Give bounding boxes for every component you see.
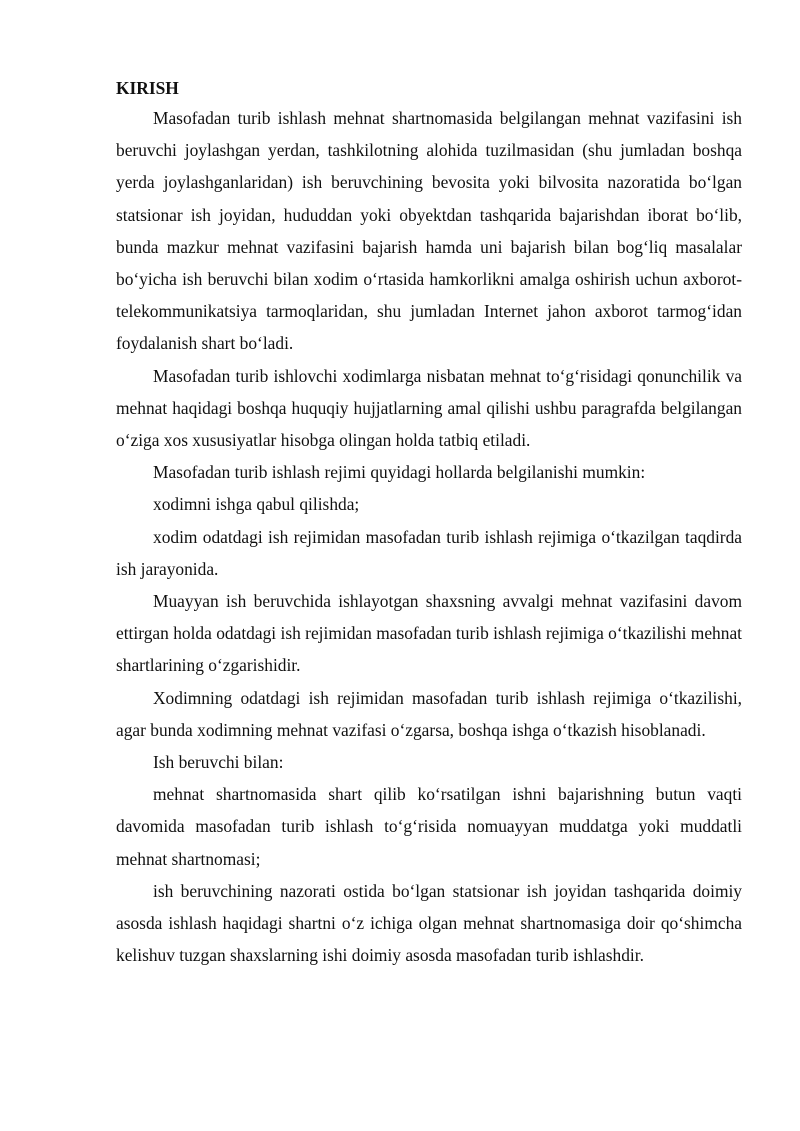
document-page xyxy=(116,74,742,971)
paragraph-employer-intro: Ish beruvchi bilan: xyxy=(153,752,284,773)
paragraph-conditions-change: Muayyan ish beruvchida ishlayotgan shaxsning avvalgi mehnat vazifasini davom ettirgan holda odatdagi ish rejimidan masofadan turib ishlash rejimiga o‘tkazilishi mehnat shartlarining o‘zgarishidir. xyxy=(116,591,742,676)
paragraph-case-transfer: xodim odatdagi ish rejimidan masofadan turib ishlash rejimiga o‘tkazilgan taqdirda ish jarayonida. xyxy=(116,526,742,579)
paragraph-case-hiring: xodimni ishga qabul qilishda; xyxy=(153,494,360,515)
paragraph-other-work: Xodimning odatdagi ish rejimidan masofadan turib ishlash rejimiga o‘tkazilishi, agar bunda xodimning mehnat vazifasi o‘zgarsa, boshqa ishga o‘tkazish hisoblanadi. xyxy=(116,687,742,740)
paragraph-agreement: ish beruvchining nazorati ostida bo‘lgan statsionar ish joyidan tashqarida doimiy asosda ishlash haqidagi shartni o‘z ichiga olgan mehnat shartnomasiga doir qo‘shimcha kelishuv tuzgan shaxslarning ishi doimiy asosda masofadan turib ishlashdir. xyxy=(116,880,742,966)
section-heading: KIRISH xyxy=(116,78,179,98)
paragraph-contract: mehnat shartnomasida shart qilib ko‘rsatilgan ishni bajarishning butun vaqti davomida masofadan turib ishlash to‘g‘risida nomuayyan muddatga yoki muddatli mehnat shartnomasi; xyxy=(116,784,742,869)
paragraph-legislation: Masofadan turib ishlovchi xodimlarga nisbatan mehnat to‘g‘risidagi qonunchilik va mehnat haqidagi boshqa huquqiy hujjatlarning amal qilishi ushbu paragrafda belgilangan o‘ziga xos xususiyatlar hisobga olingan holda tatbiq etiladi. xyxy=(116,365,742,451)
paragraph-definition: Masofadan turib ishlash mehnat shartnomasida belgilangan mehnat vazifasini ish beruvchi joylashgan yerdan, tashkilotning alohida tuzilmasidan (shu jumladan boshqa yerda joylashganlaridan) ish beruvchining bevosita yoki bilvosita nazoratida bo‘lgan statsionar ish joyidan, hududdan yoki obyektdan tashqarida bajarishdan iborat bo‘lib, bunda mazkur mehnat vazifasini bajarish hamda uni bajarish bilan bog‘liq masalalar bo‘yicha ish beruvchi bilan xodim o‘rtasida hamkorlikni amalga oshirish uchun axborot-telekommunikatsiya tarmoqlaridan, shu jumladan Internet jahon axborot tarmog‘idan foydalanish shart bo‘ladi. xyxy=(116,108,742,354)
paragraph-regime-cases-intro: Masofadan turib ishlash rejimi quyidagi hollarda belgilanishi mumkin: xyxy=(153,462,646,483)
